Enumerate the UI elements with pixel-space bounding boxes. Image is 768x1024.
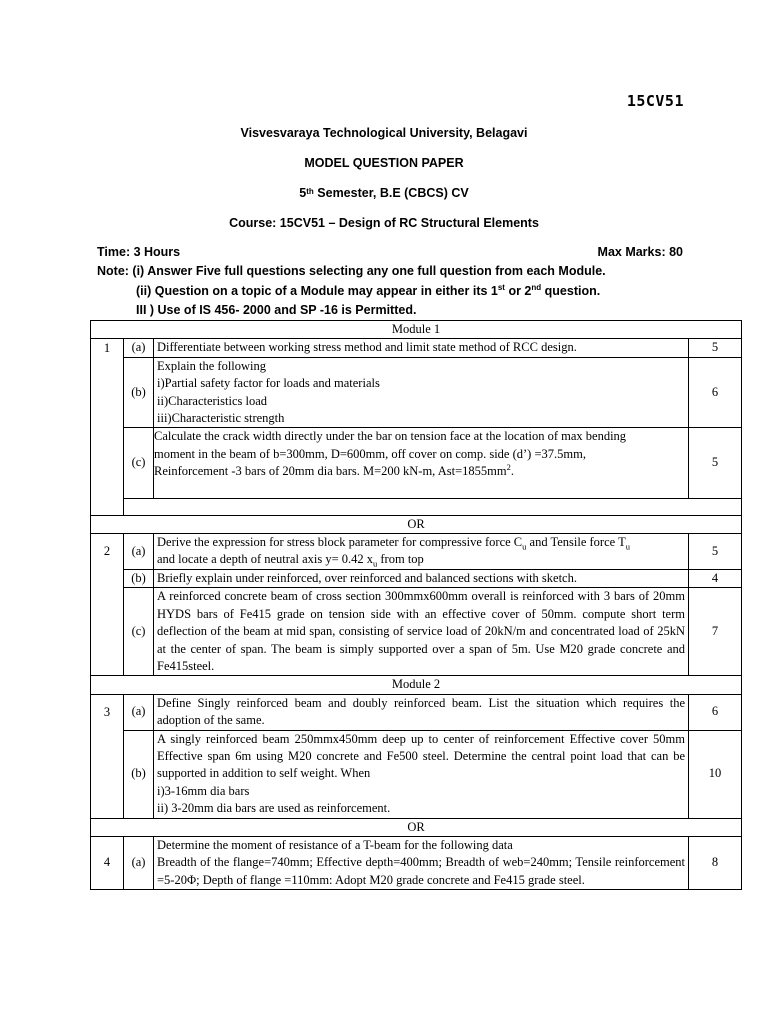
q1c-line-3-text: Reinforcement -3 bars of 20mm dia bars. M=200 kN-m, Ast=1855mm <box>154 464 507 479</box>
q2b-label: (b) <box>124 569 154 587</box>
semester-text: Semester, B.E (CBCS) CV <box>317 186 469 200</box>
q1c-unit-sup: 2 <box>506 462 511 473</box>
q1b-label: (b) <box>124 357 154 428</box>
q4a-text <box>154 836 689 889</box>
question-2-number: 2 <box>91 534 124 676</box>
q3b-label: (b) <box>124 730 154 818</box>
or-divider-1: OR <box>91 515 742 533</box>
q2a-line-2 <box>157 551 685 568</box>
q3a-label: (a) <box>124 694 154 730</box>
q1b-text <box>154 357 689 428</box>
module-1-header: Module 1 <box>91 321 742 339</box>
module-2-header: Module 2 <box>91 676 742 694</box>
q2c-label: (c) <box>124 588 154 676</box>
q1c-line-3 <box>154 463 685 480</box>
question-table <box>90 320 742 890</box>
semester-suffix: th <box>306 187 314 196</box>
question-1-number: 1 <box>91 339 124 515</box>
q2a-text-4: from top <box>377 552 424 567</box>
q1b-line-3: ii)Characteristics load <box>157 393 268 408</box>
q1a-label: (a) <box>124 339 154 357</box>
q2a-text-2: and Tensile force T <box>526 535 626 550</box>
q1c-line-1: Calculate the crack width directly under the bar on tension face at the location of max bending <box>154 429 627 444</box>
q4a-label: (a) <box>124 836 154 889</box>
spacer-row <box>124 498 742 515</box>
question-4-number: 4 <box>91 836 124 889</box>
q1c-label: (c) <box>124 428 154 498</box>
q3a-text: Define Singly reinforced beam and doubly reinforced beam. List the situation which requires the adoption of the same. <box>154 694 689 730</box>
q1b-marks: 6 <box>689 357 742 428</box>
note-2 <box>136 284 600 298</box>
q2a-text <box>154 534 689 570</box>
q1a-text: Differentiate between working stress method and limit state method of RCC design. <box>154 339 689 357</box>
q2a-sub-2: u <box>625 541 630 552</box>
q2a-text-1: Derive the expression for stress block parameter for compressive force C <box>157 535 523 550</box>
time-label: Time: 3 Hours <box>97 245 181 259</box>
q2a-marks: 5 <box>689 534 742 570</box>
max-marks-label: Max Marks: 80 <box>597 245 683 259</box>
q1c-line-2: moment in the beam of b=300mm, D=600mm, off cover on comp. side (d’) =37.5mm, <box>154 446 586 461</box>
semester-line <box>0 186 768 200</box>
or-divider-2: OR <box>91 818 742 836</box>
question-3-number: 3 <box>91 694 124 818</box>
q3b-line-2: i)3-16mm dia bars <box>157 783 250 798</box>
note-1: Note: (i) Answer Five full questions selecting any one full question from each Module. <box>97 264 606 278</box>
q3b-line-3: ii) 3-20mm dia bars are used as reinforcement. <box>157 801 391 816</box>
q2c-text: A reinforced concrete beam of cross section 300mmx600mm overall is reinforced with 3 bars of 20mm HYDS bars of Fe415 grade on tension side with an effective cover of 50mm. compute short term deflection of the beam at mid span, consisting of service load of 20kN/m and concentrated load of 25kN at the center of span. The beam is simply supported over a span of 5m. Use M20 grade concrete and Fe415steel. <box>154 588 689 676</box>
q1c-text <box>154 428 689 498</box>
q4a-line-1: Determine the moment of resistance of a T-beam for the following data <box>157 837 513 852</box>
paper-type: MODEL QUESTION PAPER <box>304 156 464 170</box>
q2b-text: Briefly explain under reinforced, over reinforced and balanced sections with sketch. <box>154 569 689 587</box>
q1c-line-3-end: . <box>510 464 514 479</box>
q2a-line-1 <box>157 534 685 551</box>
q1b-line-4: iii)Characteristic strength <box>157 411 285 426</box>
q2c-marks: 7 <box>689 588 742 676</box>
q2a-text-3: and locate a depth of neutral axis y= 0.42 x <box>157 552 374 567</box>
q1a-marks: 5 <box>689 339 742 357</box>
q3a-marks: 6 <box>689 694 742 730</box>
note-2-part-a: (ii) Question on a topic of a Module may appear in either its 1 <box>136 284 498 298</box>
course-title: Course: 15CV51 – Design of RC Structural Elements <box>229 216 539 230</box>
course-code: 15CV51 <box>626 92 684 110</box>
q1b-line-2: i)Partial safety factor for loads and materials <box>157 376 380 391</box>
q3b-text <box>154 730 689 818</box>
note-2-sup-2: nd <box>531 282 542 292</box>
q3b-marks: 10 <box>689 730 742 818</box>
semester-number: 5 <box>299 186 307 200</box>
q2a-sub-3: u <box>373 558 378 569</box>
q2b-marks: 4 <box>689 569 742 587</box>
note-2-part-c: question. <box>541 284 601 298</box>
q2a-sub-1: u <box>522 541 527 552</box>
q4a-marks: 8 <box>689 836 742 889</box>
note-2-part-b: or 2 <box>504 284 532 298</box>
note-2-sup-1: st <box>497 282 505 292</box>
university-name: Visvesvaraya Technological University, Belagavi <box>240 126 528 140</box>
q2a-label: (a) <box>124 534 154 570</box>
q4a-paragraph: Breadth of the flange=740mm; Effective depth=400mm; Breadth of web=240mm; Tensile reinforcement =5-20Φ; Depth of flange =110mm: Adopt M20 grade concrete and Fe415 grade steel. <box>157 855 685 887</box>
q1c-marks: 5 <box>689 428 742 498</box>
q3b-paragraph: A singly reinforced beam 250mmx450mm deep up to center of reinforcement Effective cover 50mm Effective span 6m using M20 concrete and Fe500 steel. Determine the central point load that can be supported in addition to self weight. When <box>157 731 685 781</box>
note-3: III ) Use of IS 456- 2000 and SP -16 is Permitted. <box>136 303 417 317</box>
q1b-line-1: Explain the following <box>157 358 267 373</box>
